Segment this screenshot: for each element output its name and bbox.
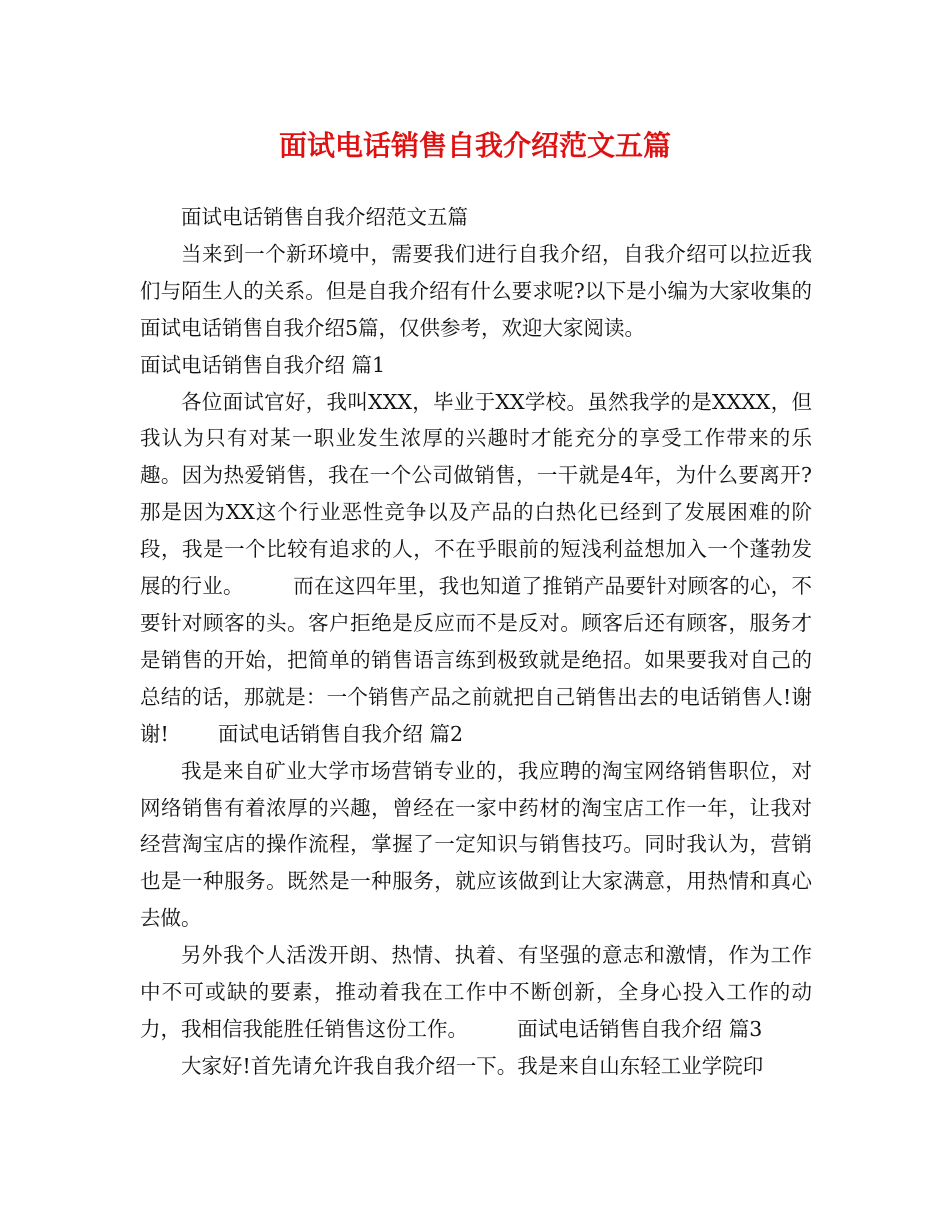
section-2-text-b: 另外我个人活泼开朗、热情、执着、有坚强的意志和激情，作为工作中不可或缺的要素，推动着我在工作中不断创新，全身心投入工作的动力，我相信我能胜任销售这份工作。 bbox=[140, 943, 812, 1041]
section-heading-3: 面试电话销售自我介绍 篇3 bbox=[517, 1016, 763, 1041]
document-body bbox=[140, 199, 812, 1085]
section-1-paragraph bbox=[140, 384, 812, 753]
section-1-text-a: 各位面试官好，我叫XXX，毕业于XX学校。虽然我学的是XXXX，但我认为只有对某一职业发生浓厚的兴趣时才能充分的享受工作带来的乐趣。因为热爱销售，我在一个公司做销售，一干就是4年，为什么要离开?那是因为XX这个行业恶性竞争以及产品的白热化已经到了发展困难的阶段，我是一个比较有追求的人，不在乎眼前的短浅利益想加入一个蓬勃发展的行业。 bbox=[140, 389, 812, 599]
section-heading-2: 面试电话销售自我介绍 篇2 bbox=[217, 721, 463, 746]
section-3-paragraph: 大家好!首先请允许我自我介绍一下。我是来自山东轻工业学院印 bbox=[181, 1053, 764, 1078]
section-2-paragraph-2 bbox=[140, 937, 812, 1048]
section-heading-1: 面试电话销售自我介绍 篇1 bbox=[140, 352, 386, 377]
section-2-paragraph: 我是来自矿业大学市场营销专业的，我应聘的淘宝网络销售职位，对网络销售有着浓厚的兴趣，曾经在一家中药材的淘宝店工作一年，让我对经营淘宝店的操作流程，掌握了一定知识与销售技巧。同时我认为，营销也是一种服务。既然是一种服务，就应该做到让大家满意，用热情和真心去做。 bbox=[140, 758, 812, 931]
document-title: 面试电话销售自我介绍范文五篇 bbox=[278, 129, 671, 162]
intro-heading: 面试电话销售自我介绍范文五篇 bbox=[181, 205, 468, 229]
intro-paragraph: 当来到一个新环境中，需要我们进行自我介绍，自我介绍可以拉近我们与陌生人的关系。但是自我介绍有什么要求呢?以下是小编为大家收集的面试电话销售自我介绍5篇，仅供参考，欢迎大家阅读。 bbox=[140, 241, 812, 340]
section-1-text-b: 而在这四年里，我也知道了推销产品要针对顾客的心，不要针对顾客的头。客户拒绝是反应而不是反对。顾客后还有顾客，服务才是销售的开始，把简单的销售语言练到极致就是绝招。如果要我对自己的总结的话，那就是：一个销售产品之前就把自己销售出去的电话销售人!谢谢! bbox=[140, 574, 813, 746]
